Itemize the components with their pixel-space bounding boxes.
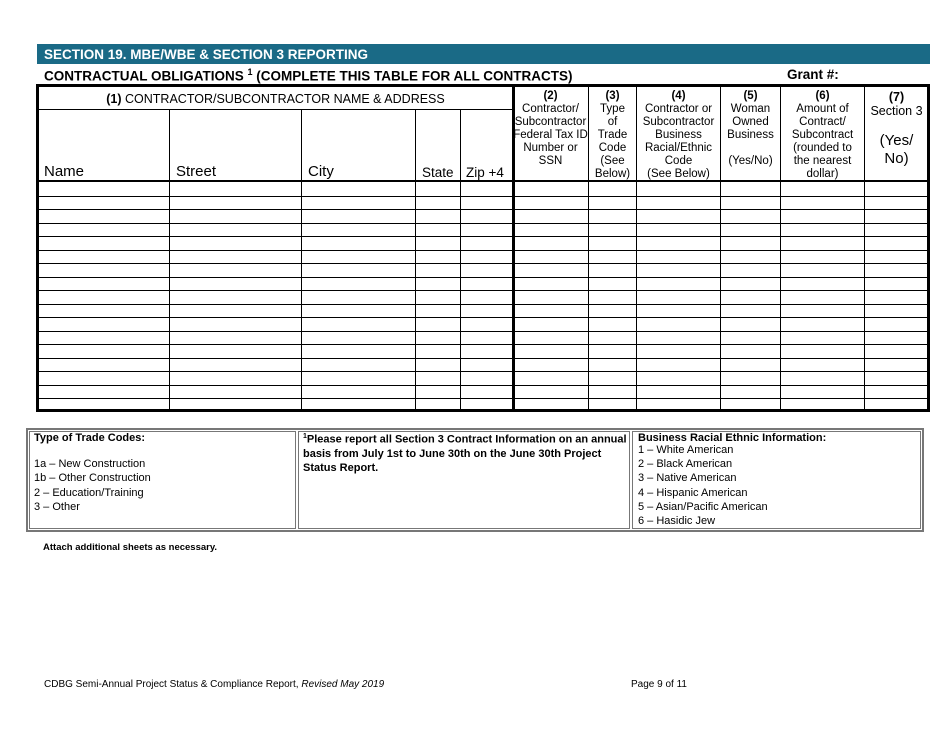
footer-page-number: Page 9 of 11 xyxy=(631,679,687,690)
table-row-line xyxy=(39,209,928,210)
section-title-bar xyxy=(37,44,930,64)
col6-header: (6) Amount of Contract/ Subcontract (rounded to the nearest dollar) xyxy=(791,90,854,180)
footnote-marker: 1 xyxy=(247,67,253,77)
table-row-line xyxy=(39,236,928,237)
divider-name-street xyxy=(169,110,170,412)
trade-codes-title: Type of Trade Codes: xyxy=(34,432,146,444)
grant-number-label: Grant #: xyxy=(787,67,839,82)
footer-report-name: CDBG Semi-Annual Project Status & Compliance Report, Revised May 2019 xyxy=(44,679,385,690)
table-row-line xyxy=(39,223,928,224)
col4-header: (4) Contractor or Subcontractor Business Racial/Ethnic Code (See Below) xyxy=(642,90,715,180)
racial-ethnic-title: Business Racial Ethnic Information: xyxy=(638,432,827,444)
footnote-text: $^1$Please report all Section 3 Contract Information on an annual basis from July 1st to June 30th on the June 30th Project Status Report. xyxy=(303,433,627,475)
racial-ethnic-item: 3 – Native American xyxy=(638,472,737,484)
table-row-line xyxy=(39,331,928,332)
col1-title-underline xyxy=(39,109,512,110)
col7-header: (7) Section 3 xyxy=(870,90,923,118)
racial-ethnic-item: 1 – White American xyxy=(638,444,734,456)
racial-ethnic-item: 4 – Hispanic American xyxy=(638,487,748,499)
col3-header: (3) Type of Trade Code (See Below) xyxy=(594,90,631,180)
col2-header: (2) Contractor/ Subcontractor Federal Tax ID Number or SSN xyxy=(513,90,588,167)
table-row-line xyxy=(39,385,928,386)
divider-state-zip xyxy=(460,110,461,412)
section-title: SECTION 19. MBE/WBE & SECTION 3 REPORTING xyxy=(44,47,369,62)
table-row-line xyxy=(39,250,928,251)
trade-code-item: 1a – New Construction xyxy=(34,458,146,470)
divider-city-state xyxy=(415,110,416,412)
col5-header: (5) Woman Owned Business (Yes/No) xyxy=(727,90,774,167)
trade-code-item: 1b – Other Construction xyxy=(34,472,151,484)
contracts-table xyxy=(36,84,930,412)
trade-code-item: 3 – Other xyxy=(34,501,80,513)
table-row-line xyxy=(39,196,928,197)
table-row-line xyxy=(39,277,928,278)
col-header-zip: Zip +4 xyxy=(466,165,504,180)
trade-code-item: 2 – Education/Training xyxy=(34,487,144,499)
col7-yes-no: (Yes/ No) xyxy=(879,132,914,167)
table-row-line xyxy=(39,317,928,318)
table-row-line xyxy=(39,398,928,399)
col-header-name: Name xyxy=(44,163,85,180)
divider-street-city xyxy=(301,110,302,412)
table-row-line xyxy=(39,290,928,291)
col-header-state: State xyxy=(422,165,454,180)
attach-note: Attach additional sheets as necessary. xyxy=(43,542,218,553)
table-row-line xyxy=(39,358,928,359)
racial-ethnic-item: 5 – Asian/Pacific American xyxy=(638,501,768,513)
racial-ethnic-item: 2 – Black American xyxy=(638,458,733,470)
table-row-line xyxy=(39,344,928,345)
table-row-line xyxy=(39,304,928,305)
racial-ethnic-item: 6 – Hasidic Jew xyxy=(638,515,716,527)
col-header-street: Street xyxy=(176,163,217,180)
col1-title: (1) CONTRACTOR/SUBCONTRACTOR NAME & ADDRESS xyxy=(106,92,445,106)
table-row-line xyxy=(39,371,928,372)
col-header-city: City xyxy=(308,163,334,180)
obligations-title: CONTRACTUAL OBLIGATIONS $^1$ (COMPLETE THIS TABLE FOR ALL CONTRACTS) xyxy=(44,67,573,84)
table-row-line xyxy=(39,263,928,264)
